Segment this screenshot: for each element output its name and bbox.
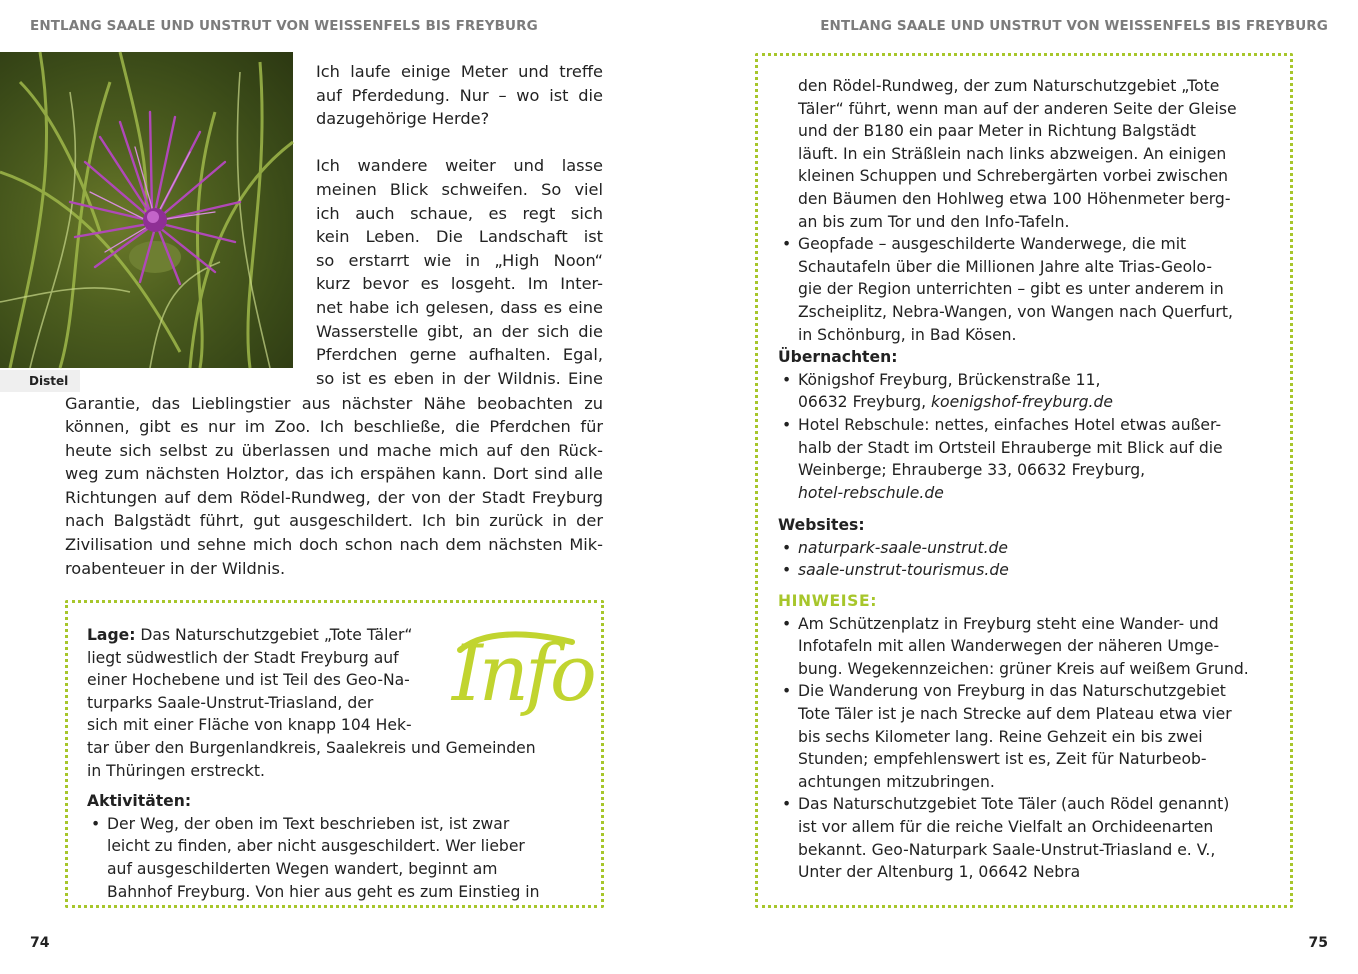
bullet-line	[778, 414, 1288, 437]
bullet-text: ist vor allem für die reiche Vielfalt an Orchideenarten	[798, 818, 1214, 836]
info-line	[87, 624, 587, 647]
bullet-line	[778, 98, 1288, 121]
bullet-text: den Rödel-Rundweg, der zum Naturschutzgebiet „Tote	[798, 77, 1220, 95]
bullet-text: Geopfade – ausgeschilderte Wanderwege, die mit	[798, 235, 1187, 254]
bullet-line	[778, 369, 1288, 392]
text-line: Ich wandere weiter und lasse	[316, 156, 603, 176]
right-page	[679, 0, 1358, 974]
bullet-text: halb der Stadt im Ortsteil Ehrauberge mit Blick auf die	[798, 438, 1223, 457]
bullet-text: den Bäumen den Hohlweg etwa 100 Höhenmeter berg-	[798, 189, 1231, 208]
bullet-line	[778, 211, 1288, 234]
bullet-line	[778, 793, 1288, 816]
bullet-text: Hotel Rebschule: nettes, einfaches Hotel etwas außer-	[798, 415, 1222, 434]
info-line	[87, 669, 587, 692]
bullet-text: Die Wanderung von Freyburg in das Naturschutzgebiet	[798, 682, 1226, 701]
text-line: meinen Blick schweifen. So viel	[316, 179, 603, 199]
url-text: hotel-rebschule.de	[798, 483, 944, 502]
bullet-line	[778, 635, 1288, 658]
bullet-text: an bis zum Tor und den Info-Tafeln.	[798, 212, 1070, 231]
spacer	[778, 504, 1288, 514]
text-line: Ich laufe einige Meter und treffe	[316, 62, 603, 81]
bullet-line	[87, 835, 587, 858]
bullet-line	[778, 771, 1288, 794]
info-line	[87, 737, 587, 760]
bullet-text: 06632 Freyburg,	[798, 393, 932, 412]
text-line	[316, 131, 603, 155]
text-line: Richtungen auf dem Rödel-Rundweg, der von der Stadt Freyburg	[65, 487, 603, 507]
bullet-text: auf ausgeschilderten Wegen wandert, beginnt am	[107, 859, 498, 878]
bullet-text: Infotafeln mit allen Wanderwegen der näheren Umge-	[798, 637, 1220, 656]
text-line: nach Balgstädt führt, gut ausgeschildert. Ich bin zurück in der	[65, 511, 603, 531]
text-line: dazugehörige Herde?	[316, 109, 490, 129]
bullet-line	[778, 278, 1288, 301]
info-line-text: sich mit einer Fläche von knapp 104 Hek-	[87, 716, 412, 735]
info-line-text: Das Naturschutzgebiet „Tote Täler“	[135, 626, 413, 644]
bullet-line	[778, 459, 1288, 482]
text-line: so ist es eben in der Wildnis. Eine	[316, 368, 603, 388]
info-line-text: turparks Saale-Unstrut-Triasland, der	[87, 693, 374, 712]
uebernachten-label: Übernachten:	[778, 348, 898, 367]
bullet-line	[778, 75, 1288, 98]
bullet-line	[778, 726, 1288, 749]
bullet-line	[778, 256, 1288, 279]
websites-label: Websites:	[778, 516, 865, 535]
bullet-dot: •	[782, 538, 792, 557]
text-line: Garantie, das Lieblingstier aus nächster Nähe beobachten zu	[65, 393, 603, 413]
text-line: heute sich selbst zu überlassen und mache mich auf den Rück-	[65, 440, 603, 460]
bullet-line	[87, 881, 587, 904]
text-line: net habe ich gelesen, dass es eine	[316, 297, 603, 317]
bullet-text: Täler“ führt, wenn man auf der anderen Seite der Gleise	[798, 99, 1237, 118]
bullet-text: bung. Wegekennzeichen: grüner Kreis auf weißem Grund.	[798, 659, 1249, 678]
page-number-left: 74	[30, 935, 50, 951]
spacer	[778, 582, 1288, 590]
text-line: roabenteuer in der Wildnis.	[65, 558, 286, 578]
bullet-line	[87, 813, 587, 836]
body-text-full	[65, 392, 603, 581]
bullet-line	[778, 861, 1288, 884]
thistle-photo	[0, 52, 293, 388]
text-line: kurz bevor es losgeht. Im Inter-	[316, 274, 603, 294]
bullet-text: Königshof Freyburg, Brückenstraße 11,	[798, 370, 1101, 389]
info-line-text: tar über den Burgenlandkreis, Saalekreis und Gemeinden	[87, 738, 536, 757]
info-line-text: einer Hochebene und ist Teil des Geo-Na-	[87, 671, 410, 690]
bullet-text: in Schönburg, in Bad Kösen.	[798, 325, 1017, 344]
bullet-text: Unter der Altenburg 1, 06642 Nebra	[798, 863, 1081, 882]
bullet-line	[778, 658, 1288, 681]
bullet-line	[778, 165, 1288, 188]
text-line: Pferdchen gerne aufhalten. Egal,	[316, 345, 603, 365]
aktivitaeten-label: Aktivitäten:	[87, 792, 192, 811]
bullet-line	[778, 482, 1288, 505]
bullet-text: gie der Region unterrichten – gibt es unter anderem in	[798, 280, 1224, 299]
text-line: Wasserstelle gibt, an der sich die	[316, 321, 603, 341]
bullet-text: bekannt. Geo-Naturpark Saale-Unstrut-Triasland e. V.,	[798, 840, 1216, 859]
bullet-line	[778, 391, 1288, 414]
bullet-line	[778, 559, 1288, 582]
photo-caption: Distel	[0, 370, 80, 392]
bullet-line	[778, 437, 1288, 460]
bullet-text: Der Weg, der oben im Text beschrieben ist, ist zwar	[107, 814, 510, 833]
bullet-text: kleinen Schuppen und Schrebergärten vorbei zwischen	[798, 167, 1229, 186]
bullet-dot: •	[782, 795, 792, 814]
info-line	[87, 647, 587, 670]
bullet-text: läuft. In ein Sträßlein nach links abzweigen. An einigen	[798, 144, 1227, 163]
hinweise-label: HINWEISE:	[778, 592, 878, 611]
bullet-line	[778, 839, 1288, 862]
bullet-dot: •	[782, 370, 792, 389]
page-number-right: 75	[1308, 935, 1328, 951]
bullet-line	[778, 613, 1288, 636]
bullet-dot: •	[782, 415, 792, 434]
bullet-line	[778, 120, 1288, 143]
lage-label: Lage:	[87, 626, 136, 644]
text-line: so erstarrt wie in „High Noon“	[316, 250, 603, 270]
bullet-text: Zscheiplitz, Nebra-Wangen, von Wangen nach Querfurt,	[798, 302, 1233, 321]
bullet-text: Weinberge; Ehrauberge 33, 06632 Freyburg,	[798, 461, 1146, 480]
bullet-dot: •	[91, 814, 101, 833]
running-head-right: ENTLANG SAALE UND UNSTRUT VON WEISSENFELS BIS FREYBURG	[820, 18, 1328, 34]
thistle-illustration	[0, 52, 293, 368]
info-line	[87, 692, 587, 715]
bullet-line	[87, 858, 587, 881]
bullet-line	[778, 143, 1288, 166]
bullet-text: Bahnhof Freyburg. Von hier aus geht es zum Einstieg in	[107, 882, 540, 901]
bullet-line	[778, 816, 1288, 839]
website-text: naturpark-saale-unstrut.de	[798, 538, 1009, 557]
info-line-text: in Thüringen erstreckt.	[87, 761, 266, 780]
bullet-text: Stunden; empfehlenswert ist es, Zeit für Naturbeob-	[798, 750, 1207, 769]
bullet-dot: •	[782, 682, 792, 701]
info-left-text	[87, 624, 587, 903]
spacer	[87, 782, 587, 790]
bullet-text: leicht zu finden, aber nicht ausgeschildert. Wer lieber	[107, 837, 525, 856]
bullet-text: bis sechs Kilometer lang. Reine Gehzeit ein bis zwei	[798, 727, 1203, 746]
bullet-text: Schautafeln über die Millionen Jahre alte Trias-Geolo-	[798, 257, 1212, 276]
bullet-text: Tote Täler ist je nach Strecke auf dem Plateau etwa vier	[798, 705, 1232, 724]
bullet-line	[778, 188, 1288, 211]
info-line	[87, 714, 587, 737]
text-line: kein Leben. Die Landschaft ist	[316, 227, 603, 247]
bullet-line	[778, 680, 1288, 703]
text-line: weg zum nächsten Holztor, das ich erspähen kann. Dort sind alle	[65, 464, 603, 484]
bullet-line	[778, 703, 1288, 726]
info-line-text: liegt südwestlich der Stadt Freyburg auf	[87, 648, 399, 667]
bullet-dot: •	[782, 614, 792, 633]
info-right-text	[778, 75, 1288, 884]
body-text-wrapped	[316, 60, 603, 390]
text-line: ich auch schaue, es regt sich	[316, 203, 603, 223]
bullet-line	[778, 233, 1288, 256]
bullet-line	[778, 537, 1288, 560]
bullet-text: Das Naturschutzgebiet Tote Täler (auch Rödel genannt)	[798, 795, 1230, 814]
bullet-text: und der B180 ein paar Meter in Richtung Balgstädt	[798, 122, 1196, 141]
bullet-line	[778, 301, 1288, 324]
website-text: saale-unstrut-tourismus.de	[798, 561, 1009, 580]
text-line: auf Pferdedung. Nur – wo ist die	[316, 85, 603, 105]
running-head-left: ENTLANG SAALE UND UNSTRUT VON WEISSENFELS BIS FREYBURG	[30, 18, 538, 34]
bullet-line	[778, 748, 1288, 771]
bullet-text: achtungen mitzubringen.	[798, 772, 995, 791]
bullet-text: Am Schützenplatz in Freyburg steht eine Wander- und	[798, 614, 1219, 633]
text-line: Zivilisation und sehne mich doch schon nach dem nächsten Mik-	[65, 535, 603, 555]
info-logo-text: Info	[452, 629, 593, 719]
bullet-dot: •	[782, 235, 792, 254]
bullet-dot: •	[782, 561, 792, 580]
bullet-line	[778, 324, 1288, 347]
url-text: koenigshof-freyburg.de	[931, 393, 1113, 412]
text-line: können, gibt es nur im Zoo. Ich beschließe, die Pferdchen für	[65, 417, 603, 437]
info-line	[87, 760, 587, 783]
